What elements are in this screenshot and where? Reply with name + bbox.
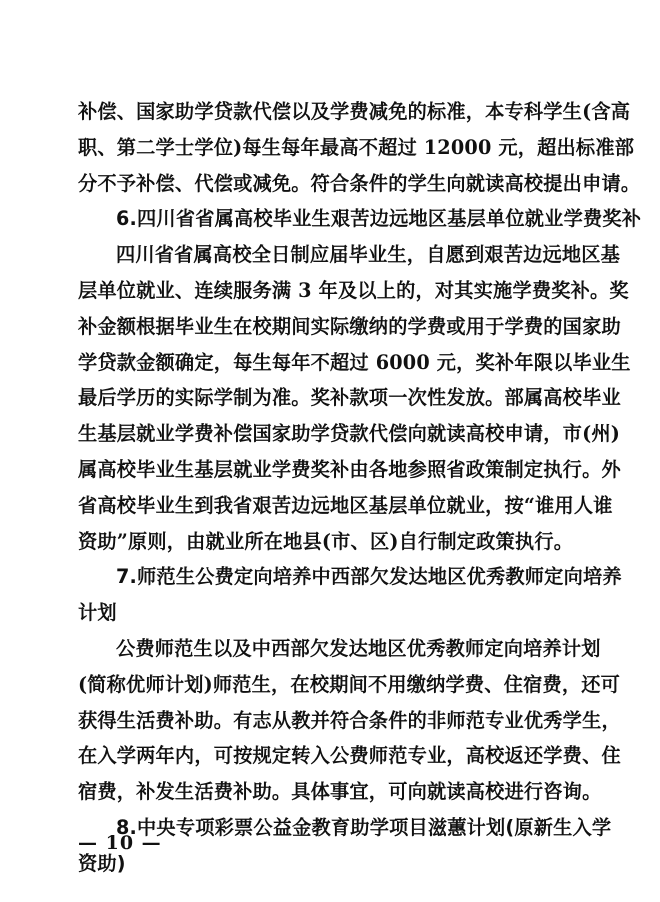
body-line-2: 职、第二学士学位)每生每年最高不超过 12000 元，超出标准部 bbox=[78, 135, 635, 159]
body-line-11: 属高校毕业生基层就业学费奖补由各地参照省政策制定执行。外 bbox=[78, 457, 621, 481]
body-line-17: (简称优师计划)师范生，在校期间不用缴纳学费、住宿费，还可 bbox=[78, 672, 621, 696]
document-body bbox=[78, 94, 642, 882]
body-line-12: 省高校毕业生到我省艰苦边远地区基层单位就业，按“谁用人谁 bbox=[78, 493, 613, 517]
body-line-3: 分不予补偿、代偿或减免。符合条件的学生向就读高校提出申请。 bbox=[78, 171, 641, 195]
section-heading-8: 8.中央专项彩票公益金教育助学项目滋蕙计划(原新生入学 bbox=[116, 815, 612, 839]
body-line-9: 最后学历的实际学制为准。奖补款项一次性发放。部属高校毕业 bbox=[78, 386, 621, 410]
body-line-13: 资助”原则，由就业所在地县(市、区)自行制定政策执行。 bbox=[78, 529, 574, 553]
section-heading-8-cont: 资助) bbox=[78, 851, 126, 875]
section-heading-7: 7.师范生公费定向培养中西部欠发达地区优秀教师定向培养 bbox=[116, 565, 622, 589]
page-number: — 10 — bbox=[78, 832, 162, 854]
body-line-5: 四川省省属高校全日制应届毕业生，自愿到艰苦边远地区基 bbox=[116, 243, 621, 267]
body-line-1: 补偿、国家助学贷款代偿以及学费减免的标准，本专科学生(含高 bbox=[78, 100, 631, 123]
body-line-19: 在入学两年内，可按规定转入公费师范专业，高校返还学费、住 bbox=[78, 744, 621, 768]
body-line-6: 层单位就业、连续服务满 3 年及以上的，对其实施学费奖补。奖 bbox=[78, 278, 629, 302]
body-line-10: 生基层就业学费补偿国家助学贷款代偿向就读高校申请，市(州) bbox=[78, 422, 621, 446]
body-line-8: 学贷款金额确定，每生每年不超过 6000 元，奖补年限以毕业生 bbox=[78, 350, 631, 374]
section-heading-7-cont: 计划 bbox=[78, 601, 117, 625]
body-line-16: 公费师范生以及中西部欠发达地区优秀教师定向培养计划 bbox=[116, 636, 601, 660]
body-line-7: 补金额根据毕业生在校期间实际缴纳的学费或用于学费的国家助 bbox=[78, 314, 621, 338]
section-heading-6: 6.四川省省属高校毕业生艰苦边远地区基层单位就业学费奖补 bbox=[116, 207, 642, 231]
body-line-20: 宿费，补发生活费补助。具体事宜，可向就读高校进行咨询。 bbox=[78, 780, 602, 804]
body-line-18: 获得生活费补助。有志从教并符合条件的非师范专业优秀学生， bbox=[78, 708, 621, 732]
